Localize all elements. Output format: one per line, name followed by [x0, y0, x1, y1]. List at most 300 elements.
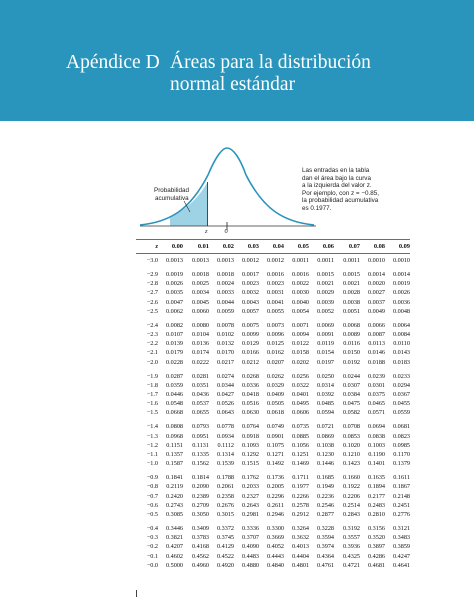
- prob-cell: 0.0548: [165, 400, 183, 408]
- prob-cell: 0.0571: [367, 409, 385, 417]
- prob-cell: 0.0281: [191, 372, 209, 380]
- area-label-1: Probabilidad: [154, 187, 190, 194]
- prob-cell: 0.0025: [191, 280, 209, 288]
- prob-cell: 0.0052: [316, 307, 334, 315]
- prob-cell: 0.0010: [392, 257, 410, 264]
- prob-cell: 0.1190: [368, 451, 385, 458]
- prob-cell: 0.0808: [165, 423, 183, 431]
- prob-cell: 0.2358: [216, 492, 234, 500]
- z-value: −2.0: [146, 358, 158, 366]
- prob-cell: 0.0668: [165, 409, 183, 417]
- prob-cell: 0.0307: [342, 381, 360, 389]
- prob-cell: 0.3409: [191, 525, 209, 532]
- prob-cell: 0.0116: [343, 340, 360, 348]
- prob-cell: 0.0043: [241, 298, 259, 306]
- prob-cell: 0.0256: [291, 372, 309, 380]
- prob-cell: 0.0049: [367, 307, 385, 315]
- prob-cell: 0.0069: [316, 321, 334, 329]
- prob-cell: 0.1949: [316, 483, 334, 491]
- z-value: −0.1: [146, 552, 158, 560]
- prob-cell: 0.0057: [241, 307, 259, 315]
- prob-cell: 0.2266: [291, 492, 309, 500]
- prob-cell: 0.0129: [241, 340, 259, 348]
- prob-cell: 0.0329: [266, 381, 284, 389]
- z-value: −0.5: [146, 511, 158, 518]
- prob-cell: 0.0060: [191, 307, 209, 315]
- prob-cell: 0.0465: [367, 400, 385, 408]
- prob-cell: 0.2206: [342, 492, 360, 500]
- prob-cell: 0.4721: [342, 561, 360, 569]
- prob-cell: 0.4129: [216, 543, 234, 551]
- prob-cell: 0.1075: [266, 441, 284, 449]
- prob-cell: 0.4641: [392, 561, 410, 569]
- prob-cell: 0.0778: [216, 423, 234, 431]
- prob-cell: 0.0011: [343, 257, 360, 264]
- prob-cell: 0.0014: [367, 271, 385, 278]
- prob-cell: 0.0136: [191, 340, 209, 348]
- z-value: −1.5: [146, 409, 158, 417]
- prob-cell: 0.0110: [393, 340, 410, 348]
- prob-cell: 0.0314: [316, 381, 334, 389]
- z-value: −2.4: [146, 321, 158, 329]
- prob-cell: 0.2514: [342, 501, 360, 509]
- prob-cell: 0.1894: [367, 483, 385, 491]
- prob-cell: 0.2912: [291, 511, 309, 518]
- prob-cell: 0.0132: [216, 340, 234, 348]
- prob-cell: 0.0039: [316, 298, 334, 306]
- prob-cell: 0.1056: [291, 441, 309, 449]
- prob-cell: 0.0336: [241, 381, 259, 389]
- header-col: 0.04: [272, 243, 284, 250]
- z-value: −2.8: [146, 280, 158, 288]
- prob-cell: 0.2546: [316, 501, 334, 509]
- prob-cell: 0.0064: [392, 321, 410, 329]
- header-col: 0.05: [297, 243, 309, 250]
- prob-cell: 0.1685: [316, 474, 334, 482]
- z-value: −0.6: [146, 501, 158, 509]
- prob-cell: 0.0749: [266, 423, 284, 431]
- prob-cell: 0.0078: [216, 321, 234, 329]
- prob-cell: 0.0122: [291, 340, 309, 348]
- prob-cell: 0.0062: [165, 307, 183, 315]
- prob-cell: 0.0013: [165, 257, 183, 264]
- prob-cell: 0.1867: [392, 483, 410, 491]
- prob-cell: 0.0104: [191, 331, 209, 338]
- prob-cell: 0.0045: [191, 298, 209, 306]
- prob-cell: 0.2451: [392, 501, 410, 509]
- prob-cell: 0.0418: [241, 391, 259, 398]
- prob-cell: 0.3707: [241, 534, 259, 542]
- header-col: 0.07: [348, 243, 360, 250]
- prob-cell: 0.0010: [367, 257, 385, 264]
- prob-cell: 0.2483: [367, 501, 385, 509]
- prob-cell: 0.5000: [165, 561, 183, 569]
- prob-cell: 0.0174: [191, 349, 209, 357]
- prob-cell: 0.2148: [392, 492, 410, 500]
- prob-cell: 0.1635: [367, 474, 385, 482]
- prob-cell: 0.0051: [342, 307, 360, 315]
- z-value: −0.0: [146, 561, 158, 569]
- prob-cell: 0.2810: [367, 511, 385, 518]
- prob-cell: 0.1736: [266, 474, 284, 482]
- prob-cell: 0.2843: [342, 511, 360, 518]
- prob-cell: 0.0853: [342, 432, 360, 440]
- prob-cell: 0.2389: [191, 492, 209, 500]
- prob-cell: 0.0017: [241, 271, 259, 278]
- prob-cell: 0.3156: [367, 525, 385, 532]
- prob-cell: 0.0294: [392, 381, 410, 389]
- prob-cell: 0.0024: [216, 280, 234, 288]
- prob-cell: 0.0197: [316, 358, 334, 366]
- prob-cell: 0.0207: [266, 358, 284, 366]
- prob-cell: 0.3192: [342, 525, 360, 532]
- z-value: −1.8: [146, 381, 158, 389]
- z-value: −0.9: [146, 474, 158, 482]
- prob-cell: 0.1131: [192, 441, 209, 449]
- title-line-1: [66, 52, 371, 74]
- prob-cell: 0.0951: [191, 432, 209, 440]
- prob-cell: 0.0080: [191, 321, 209, 329]
- prob-cell: 0.0012: [241, 257, 259, 264]
- prob-cell: 0.2327: [241, 492, 259, 500]
- prob-cell: 0.0015: [316, 271, 334, 278]
- prob-cell: 0.2743: [165, 501, 183, 509]
- prob-cell: 0.0427: [216, 391, 234, 398]
- normal-curve-figure: [130, 140, 330, 240]
- prob-cell: 0.1020: [342, 441, 360, 449]
- prob-cell: 0.3897: [367, 543, 385, 551]
- prob-cell: 0.0222: [191, 358, 209, 366]
- prob-cell: 0.0655: [191, 409, 209, 417]
- prob-cell: 0.0055: [266, 307, 284, 315]
- prob-cell: 0.0838: [367, 432, 385, 440]
- prob-cell: 0.0505: [266, 400, 284, 408]
- prob-cell: 0.4562: [191, 552, 209, 560]
- prob-cell: 0.0089: [342, 331, 360, 338]
- prob-cell: 0.4325: [342, 552, 360, 560]
- header-col: 0.09: [398, 243, 410, 250]
- prob-cell: 0.0262: [266, 372, 284, 380]
- prob-cell: 0.1562: [191, 460, 209, 468]
- z-value: −0.3: [146, 534, 158, 542]
- prob-cell: 0.1335: [191, 451, 209, 458]
- prob-cell: 0.0351: [191, 381, 209, 389]
- prob-cell: 0.1003: [367, 441, 385, 449]
- prob-cell: 0.0054: [291, 307, 309, 315]
- prob-cell: 0.0764: [241, 423, 259, 431]
- prob-cell: 0.0594: [316, 409, 334, 417]
- prob-cell: 0.0301: [367, 381, 385, 389]
- header-col: 0.01: [197, 243, 209, 250]
- table-note: [302, 167, 402, 213]
- prob-cell: 0.0020: [367, 280, 385, 288]
- z-value: −3.0: [146, 257, 158, 264]
- prob-cell: 0.0044: [216, 298, 234, 306]
- z-value: −1.7: [146, 391, 158, 398]
- z-value: −0.2: [146, 543, 158, 551]
- prob-cell: 0.0274: [216, 372, 234, 380]
- header-col: 0.00: [171, 243, 183, 250]
- prob-cell: 0.2709: [191, 501, 209, 509]
- bottom-rule: [136, 590, 137, 597]
- prob-cell: 0.3821: [165, 534, 183, 542]
- prob-cell: 0.3783: [191, 534, 209, 542]
- prob-cell: 0.3372: [216, 525, 234, 532]
- prob-cell: 0.0630: [241, 409, 259, 417]
- z-value: −1.0: [146, 460, 158, 468]
- prob-cell: 0.0694: [367, 423, 385, 431]
- prob-cell: 0.0217: [216, 358, 234, 366]
- prob-cell: 0.0233: [392, 372, 410, 380]
- title-text-2: normal estándar: [170, 74, 296, 95]
- prob-cell: 0.0068: [342, 321, 360, 329]
- prob-cell: 0.0033: [216, 289, 234, 297]
- prob-cell: 0.0026: [165, 280, 183, 288]
- prob-cell: 0.0606: [291, 409, 309, 417]
- prob-cell: 0.1314: [216, 451, 234, 458]
- prob-cell: 0.3859: [392, 543, 410, 551]
- prob-cell: 0.1151: [166, 441, 183, 449]
- prob-cell: 0.0495: [291, 400, 309, 408]
- prob-cell: 0.4880: [241, 561, 259, 569]
- prob-cell: 0.0359: [165, 381, 183, 389]
- prob-cell: 0.0028: [342, 289, 360, 297]
- prob-cell: 0.1292: [241, 451, 259, 458]
- prob-cell: 0.4681: [367, 561, 385, 569]
- prob-cell: 0.0708: [342, 423, 360, 431]
- prob-cell: 0.4286: [367, 552, 385, 560]
- prob-cell: 0.0047: [165, 298, 183, 306]
- prob-cell: 0.0392: [316, 391, 334, 398]
- prob-cell: 0.0901: [266, 432, 284, 440]
- prob-cell: 0.4522: [216, 552, 234, 560]
- prob-cell: 0.1977: [291, 483, 309, 491]
- prob-cell: 0.0014: [392, 271, 410, 278]
- prob-cell: 0.0793: [191, 423, 209, 431]
- prob-cell: 0.0823: [392, 432, 410, 440]
- prob-cell: 0.4207: [165, 543, 183, 551]
- prob-cell: 0.0212: [241, 358, 259, 366]
- prob-cell: 0.0019: [392, 280, 410, 288]
- prob-cell: 0.0096: [266, 331, 284, 338]
- prob-cell: 0.0268: [241, 372, 259, 380]
- prob-cell: 0.4013: [291, 543, 309, 551]
- prob-cell: 0.0022: [291, 280, 309, 288]
- prob-cell: 0.0170: [216, 349, 234, 357]
- prob-cell: 0.1446: [316, 460, 334, 468]
- prob-cell: 0.3228: [316, 525, 334, 532]
- prob-cell: 0.2676: [216, 501, 234, 509]
- prob-cell: 0.1210: [342, 451, 360, 458]
- prob-cell: 0.4483: [241, 552, 259, 560]
- prob-cell: 0.3264: [291, 525, 309, 532]
- prob-cell: 0.3520: [367, 534, 385, 542]
- prob-cell: 0.2236: [316, 492, 334, 500]
- prob-cell: 0.0146: [367, 349, 385, 357]
- prob-cell: 0.0082: [165, 321, 183, 329]
- prob-cell: 0.3336: [241, 525, 259, 532]
- prob-cell: 0.0026: [392, 289, 410, 297]
- prob-cell: 0.1379: [392, 460, 410, 468]
- prob-cell: 0.0023: [241, 280, 259, 288]
- prob-cell: 0.1762: [241, 474, 259, 482]
- prob-cell: 0.0073: [266, 321, 284, 329]
- prob-cell: 0.0031: [266, 289, 284, 297]
- prob-cell: 0.0035: [165, 289, 183, 297]
- prob-cell: 0.0113: [368, 340, 385, 348]
- prob-cell: 0.4052: [266, 543, 284, 551]
- prob-cell: 0.1401: [367, 460, 385, 468]
- prob-cell: 0.1357: [165, 451, 183, 458]
- prob-cell: 0.0322: [291, 381, 309, 389]
- prob-cell: 0.0034: [191, 289, 209, 297]
- zero-label: 0: [224, 228, 228, 235]
- prob-cell: 0.3974: [316, 543, 334, 551]
- prob-cell: 0.1788: [216, 474, 234, 482]
- prob-cell: 0.1660: [342, 474, 360, 482]
- prob-cell: 0.0019: [165, 271, 183, 278]
- prob-cell: 0.0287: [165, 372, 183, 380]
- prob-cell: 0.0125: [266, 340, 284, 348]
- prob-cell: 0.1093: [241, 441, 259, 449]
- prob-cell: 0.0094: [291, 331, 309, 338]
- z-value: −2.1: [146, 349, 158, 357]
- z-value: −1.9: [146, 372, 158, 380]
- prob-cell: 0.1112: [217, 441, 234, 449]
- note-line: Por ejemplo, con z = −0.85,: [302, 189, 380, 197]
- prob-cell: 0.2296: [266, 492, 284, 500]
- z-value: −1.1: [146, 451, 158, 458]
- prob-cell: 0.4404: [291, 552, 309, 560]
- prob-cell: 0.0526: [216, 400, 234, 408]
- note-line: la probabilidad acumulativa: [302, 197, 379, 205]
- prob-cell: 0.0179: [165, 349, 183, 357]
- prob-cell: 0.0446: [165, 391, 183, 398]
- prob-cell: 0.0143: [392, 349, 410, 357]
- prob-cell: 0.0239: [367, 372, 385, 380]
- prob-cell: 0.4602: [165, 552, 183, 560]
- prob-cell: 0.0075: [241, 321, 259, 329]
- z-value: −0.8: [146, 483, 158, 491]
- z-value: −1.6: [146, 400, 158, 408]
- prob-cell: 0.0559: [392, 409, 410, 417]
- prob-cell: 0.2420: [165, 492, 183, 500]
- prob-cell: 0.3085: [165, 511, 183, 518]
- area-label-2: acumulativa: [155, 195, 189, 202]
- prob-cell: 0.0013: [191, 257, 209, 264]
- prob-cell: 0.0032: [241, 289, 259, 297]
- prob-cell: 0.3121: [392, 525, 410, 532]
- prob-cell: 0.0029: [316, 289, 334, 297]
- prob-cell: 0.2033: [241, 483, 259, 491]
- prob-cell: 0.1038: [316, 441, 334, 449]
- prob-cell: 0.0016: [266, 271, 284, 278]
- prob-cell: 0.0436: [191, 391, 209, 398]
- prob-cell: 0.1170: [393, 451, 410, 458]
- prob-cell: 0.3300: [266, 525, 284, 532]
- prob-cell: 0.0166: [241, 349, 259, 357]
- prob-cell: 0.0485: [316, 400, 334, 408]
- prob-cell: 0.4168: [191, 543, 209, 551]
- prob-cell: 0.0934: [216, 432, 234, 440]
- z-value: −2.9: [146, 271, 158, 278]
- header-col: 0.02: [222, 243, 234, 250]
- prob-cell: 0.1814: [191, 474, 209, 482]
- prob-cell: 0.0158: [291, 349, 309, 357]
- prob-cell: 0.0721: [316, 423, 334, 431]
- z-value: −0.7: [146, 492, 158, 500]
- prob-cell: 0.0036: [392, 298, 410, 306]
- prob-cell: 0.0409: [266, 391, 284, 398]
- prob-cell: 0.0030: [291, 289, 309, 297]
- appendix-label: Apéndice D: [66, 52, 160, 73]
- z-value: −2.5: [146, 307, 158, 315]
- prob-cell: 0.1611: [393, 474, 410, 482]
- prob-cell: 0.0139: [165, 340, 183, 348]
- prob-cell: 0.0119: [317, 340, 334, 348]
- prob-cell: 0.0455: [392, 400, 410, 408]
- prob-cell: 0.0016: [291, 271, 309, 278]
- prob-cell: 0.2119: [166, 483, 183, 491]
- prob-cell: 0.1492: [266, 460, 284, 468]
- prob-cell: 0.4090: [241, 543, 259, 551]
- prob-cell: 0.3557: [342, 534, 360, 542]
- prob-cell: 0.0021: [342, 280, 360, 288]
- prob-cell: 0.3745: [216, 534, 234, 542]
- prob-cell: 0.4364: [316, 552, 334, 560]
- prob-cell: 0.3050: [191, 511, 209, 518]
- prob-cell: 0.0091: [316, 331, 334, 338]
- prob-cell: 0.1515: [241, 460, 259, 468]
- prob-cell: 0.3594: [316, 534, 334, 542]
- prob-cell: 0.0011: [317, 257, 334, 264]
- prob-cell: 0.0048: [392, 307, 410, 315]
- z-value: −1.4: [146, 423, 158, 431]
- prob-cell: 0.0367: [392, 391, 410, 398]
- z-value: −2.6: [146, 298, 158, 306]
- prob-cell: 0.0681: [392, 423, 410, 431]
- prob-cell: 0.2981: [241, 511, 259, 518]
- prob-cell: 0.0537: [191, 400, 209, 408]
- prob-cell: 0.2005: [266, 483, 284, 491]
- prob-cell: 0.0244: [342, 372, 360, 380]
- note-line: es 0.1977.: [302, 204, 332, 212]
- prob-cell: 0.2177: [367, 492, 385, 500]
- prob-cell: 0.0027: [367, 289, 385, 297]
- prob-cell: 0.4840: [266, 561, 284, 569]
- prob-cell: 0.0023: [266, 280, 284, 288]
- header-col: 0.03: [247, 243, 259, 250]
- prob-cell: 0.4801: [291, 561, 309, 569]
- prob-cell: 0.2611: [267, 501, 284, 509]
- header-col: 0.06: [322, 243, 334, 250]
- z-value: −2.7: [146, 289, 158, 297]
- title-text-1: Áreas para la distribución: [170, 52, 371, 73]
- prob-cell: 0.0099: [241, 331, 259, 338]
- prob-cell: 0.0087: [367, 331, 385, 338]
- prob-cell: 0.2877: [316, 511, 334, 518]
- prob-cell: 0.1841: [165, 474, 183, 482]
- prob-cell: 0.0202: [291, 358, 309, 366]
- prob-cell: 0.0375: [367, 391, 385, 398]
- prob-cell: 0.2776: [392, 511, 410, 518]
- prob-cell: 0.0059: [216, 307, 234, 315]
- z-value: −2.2: [146, 340, 158, 348]
- prob-cell: 0.0401: [291, 391, 309, 398]
- prob-cell: 0.0183: [392, 358, 410, 366]
- prob-cell: 0.0250: [316, 372, 334, 380]
- prob-cell: 0.1711: [292, 474, 309, 482]
